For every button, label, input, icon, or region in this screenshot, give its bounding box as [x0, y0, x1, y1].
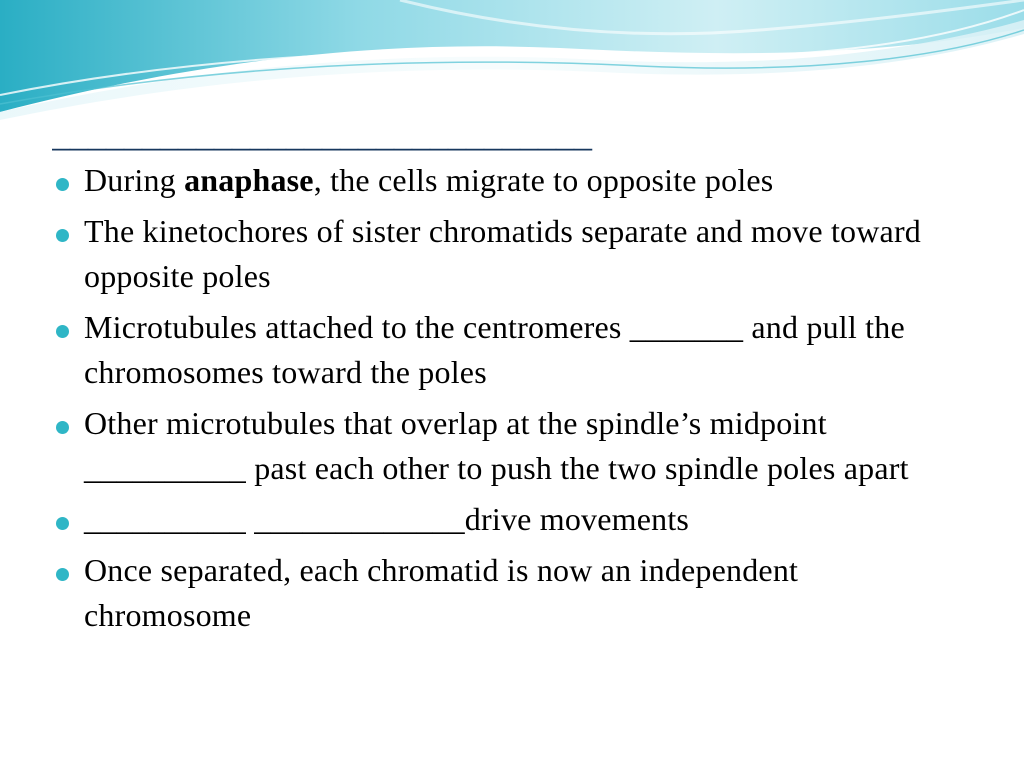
bullet-icon [56, 229, 69, 242]
bullet-text: The kinetochores of sister chromatids separate and move toward opposite poles [84, 213, 922, 294]
bullet-item [52, 401, 972, 491]
bullet-icon [56, 568, 69, 581]
bullet-list [52, 158, 972, 644]
bullet-text: Once separated, each chromatid is now an independent chromosome [84, 552, 799, 633]
bullet-icon [56, 325, 69, 338]
bullet-item [52, 158, 972, 203]
bullet-icon [56, 517, 69, 530]
header-wave-decoration [0, 0, 1024, 120]
bullet-text: __________ _____________drive movements [84, 501, 690, 537]
slide-title-blank: ______________________________ [52, 116, 592, 152]
bullet-text-pre: During [84, 162, 185, 198]
bullet-text: Other microtubules that overlap at the spindle’s midpoint __________ past each other to push the two spindle poles apart [84, 405, 909, 486]
bullet-item [52, 497, 972, 542]
bullet-icon [56, 421, 69, 434]
bullet-item [52, 305, 972, 395]
bullet-text: Microtubules attached to the centromeres _______ and pull the chromosomes toward the poles [84, 309, 905, 390]
bullet-item [52, 209, 972, 299]
bullet-text-post: , the cells migrate to opposite poles [313, 162, 774, 198]
bullet-item [52, 548, 972, 638]
bullet-icon [56, 178, 69, 191]
bullet-text-bold: anaphase [184, 162, 314, 198]
